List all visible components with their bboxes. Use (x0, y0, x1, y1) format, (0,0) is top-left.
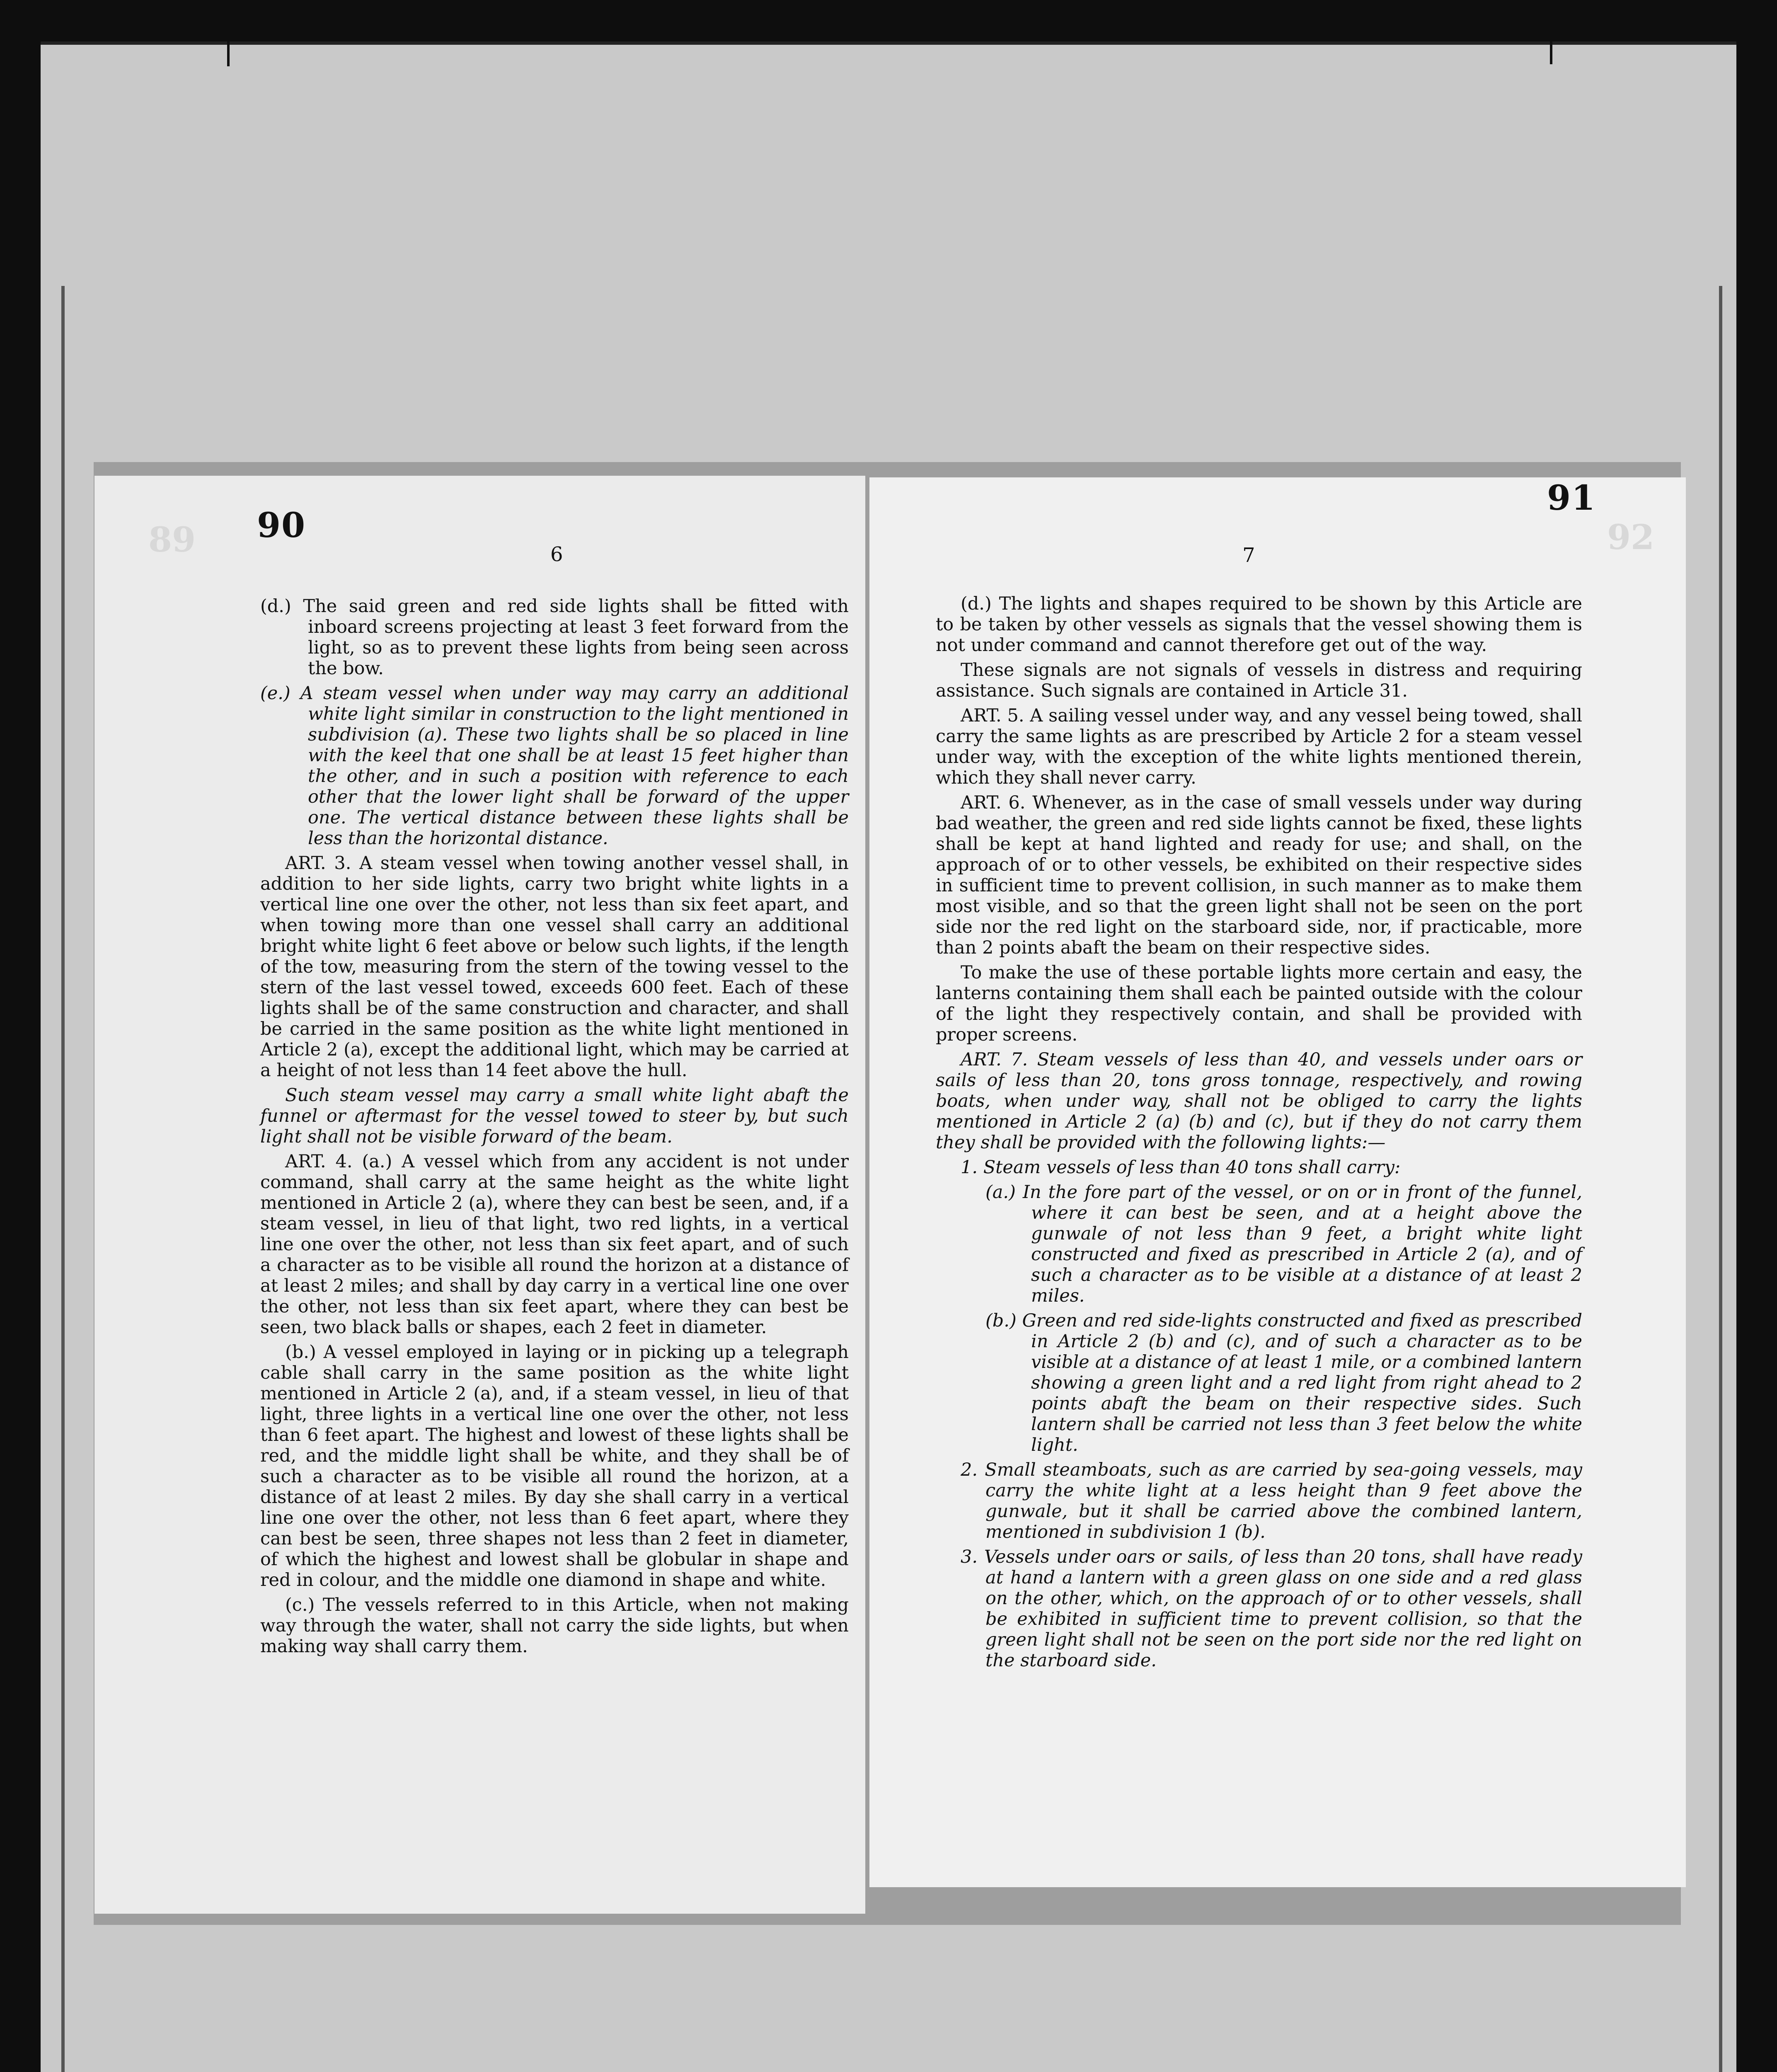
frame-top-edge (41, 41, 1736, 45)
paragraph-d: (d.) The lights and shapes required to be shown by this Article are to be taken by other vessels as signals that the vessel showing them is not under command and cannot therefore get out of the way. (936, 593, 1582, 656)
frame-tick-top-right (1550, 41, 1552, 64)
frame-right-rule (1719, 286, 1722, 2072)
article-7-item-2: 2. Small steamboats, such as are carried by sea-going vessels, may carry the white light at a less height than 9 feet above the gunwale, but it shall be carried above the combined lantern, mentioned in subdivision 1 (b). (961, 1460, 1582, 1542)
article-7-item-3: 3. Vessels under oars or sails, of less than 20 tons, shall have ready at hand a lantern with a green glass on one side and a red glass on the other, which, on the approach of or to other vessels, shall be exhibited in sufficient time to prevent collision, so that the green light shall not be seen on the port side nor the red light on the starboard side. (961, 1547, 1582, 1671)
right-page (869, 477, 1686, 1887)
article-7-item-1a: (a.) In the fore part of the vessel, or on or in front of the funnel, where it can best be seen, and at a height above the gunwale of not less than 9 feet, a bright white light constructed and fixed as prescribed in Article 2 (a), and of such a character as to be visible at a distance of at least 2 miles. (985, 1182, 1582, 1306)
article-7: ART. 7. Steam vessels of less than 40, and vessels under oars or sails of less than 20, tons gross tonnage, respectively, and rowing boats, when under way, shall not be obliged to carry the lights mentioned in Article 2 (a) (b) and (c), but if they do not carry them they shall be provided with the following lights:— (936, 1049, 1582, 1153)
article-3: ART. 3. A steam vessel when towing another vessel shall, in addition to her side lights, carry two bright white lights in a vertical line one over the other, not less than six feet apart, and when towing more than one vessel shall carry an additional bright white light 6 feet above or below such lights, if the length of the tow, measuring from the stern of the towing vessel to the stern of the last vessel towed, exceeds 600 feet. Each of these lights shall be of the same construction and character, and shall be carried in the same position as the white light mentioned in Article 2 (a), except the additional light, which may be carried at a height of not less than 14 feet above the hull. (260, 853, 849, 1081)
frame-tick-top-left (227, 41, 230, 66)
article-4c: (c.) The vessels referred to in this Article, when not making way through the water, shall not carry the side lights, but when making way shall carry them. (260, 1595, 849, 1657)
article-7-item-1: 1. Steam vessels of less than 40 tons shall carry: (961, 1157, 1401, 1178)
article-3-towing-light: Such steam vessel may carry a small white light abaft the funnel or aftermast for the vessel towed to steer by, but such light shall not be visible forward of the beam. (260, 1085, 849, 1147)
article-6-lanterns: To make the use of these portable lights more certain and easy, the lanterns containing them shall each be painted outside with the colour of the light they respectively contain, and shall be provided with proper screens. (936, 962, 1582, 1045)
paragraph-d: (d.) The said green and red side lights shall be fitted with inboard screens projecting at least 3 feet forward from the light, so as to prevent these lights from being seen across the bow. (260, 596, 849, 679)
left-page (94, 476, 865, 1914)
article-4b: (b.) A vessel employed in laying or in picking up a telegraph cable shall carry in the same position as the white light mentioned in Article 2 (a), and, if a steam vessel, in lieu of that light, three lights in a vertical line one over the other, not less than 6 feet apart. The highest and lowest of these lights shall be red, and the middle light shall be white, and they shall be of such a character as to be visible all round the horizon, at a distance of at least 2 miles. By day she shall carry in a vertical line one over the other, not less than 6 feet apart, where they can best be seen, three shapes not less than 2 feet in diameter, of which the highest and lowest shall be globular in shape and red in colour, and the middle one diamond in shape and white. (260, 1342, 849, 1590)
article-7-item-1b: (b.) Green and red side-lights constructed and fixed as prescribed in Article 2 (b) and (c), and of such a character as to be visible at a distance of at least 1 mile, or a combined lantern showing a green light and a red light from right ahead to 2 points abaft the beam on their respective sides. Such lantern shall be carried not less than 3 feet below the white light. (985, 1310, 1582, 1455)
left-folio-number: 90 (257, 506, 306, 545)
right-ghost-folio: 92 (1607, 518, 1655, 557)
article-4a: ART. 4. (a.) A vessel which from any accident is not under command, shall carry at the same height as the white light mentioned in Article 2 (a), where they can best be seen, and, if a steam vessel, in lieu of that light, two red lights, in a vertical line one over the other, not less than six feet apart, and of such a character as to be visible all round the horizon at a distance of at least 2 miles; and shall by day carry in a vertical line one over the other, not less than six feet apart, where they can best be seen, two black balls or shapes, each 2 feet in diameter. (260, 1151, 849, 1338)
frame-left-rule (61, 286, 65, 2072)
right-page-number: 7 (1242, 544, 1255, 567)
left-ghost-folio: 89 (148, 520, 196, 560)
paragraph-d-signals: These signals are not signals of vessels in distress and requiring assistance. Such signals are contained in Article 31. (936, 660, 1582, 701)
paragraph-e: (e.) A steam vessel when under way may carry an additional white light similar in construction to the light mentioned in subdivision (a). These two lights shall be so placed in line with the keel that one shall be at least 15 feet higher than the other, and in such a position with reference to each other that the lower light shall be forward of the upper one. The vertical distance between these lights shall be less than the horizontal distance. (260, 683, 849, 849)
right-text-column (936, 593, 1582, 1675)
left-page-number: 6 (550, 543, 563, 566)
article-6: ART. 6. Whenever, as in the case of small vessels under way during bad weather, the green and red side lights cannot be fixed, these lights shall be kept at hand lighted and ready for use; and shall, on the approach of or to other vessels, be exhibited on their respective sides in sufficient time to prevent collision, in such manner as to make them most visible, and so that the green light shall not be seen on the port side nor the red light on the starboard side, nor, if practicable, more than 2 points abaft the beam on their respective sides. (936, 792, 1582, 958)
right-folio-number: 91 (1547, 478, 1596, 518)
article-5: ART. 5. A sailing vessel under way, and any vessel being towed, shall carry the same lights as are prescribed by Article 2 for a steam vessel under way, with the exception of the white lights mentioned therein, which they shall never carry. (936, 705, 1582, 788)
left-text-column (260, 596, 849, 1661)
